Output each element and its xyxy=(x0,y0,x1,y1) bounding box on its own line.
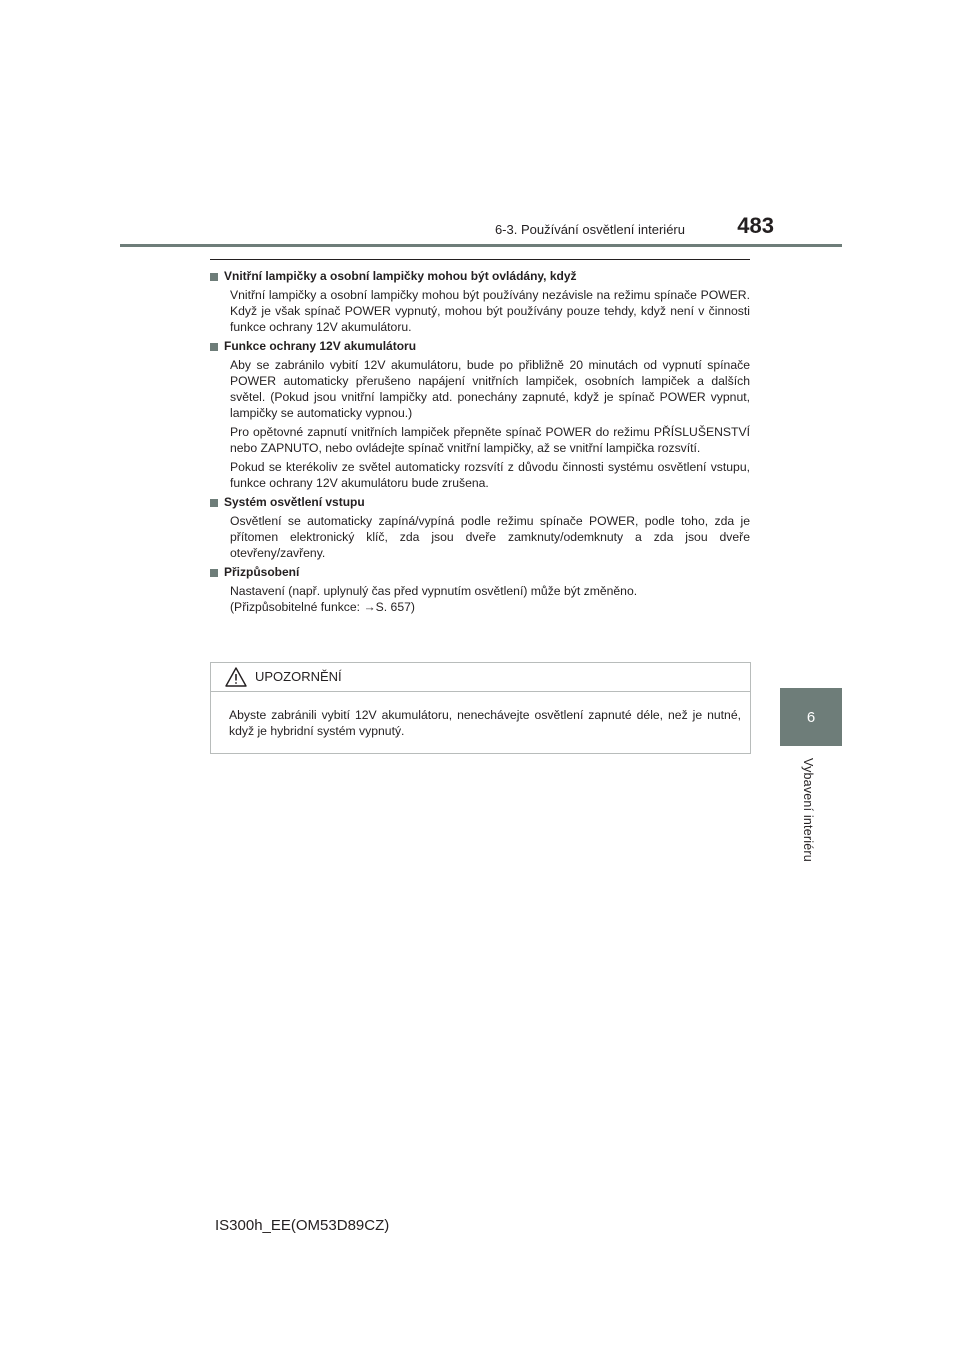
section-heading-text: Systém osvětlení vstupu xyxy=(224,495,365,509)
square-bullet-icon xyxy=(210,343,218,351)
warning-text: Abyste zabránili vybití 12V akumulátoru, nenechávejte osvětlení zapnuté déle, než je nutné, když je hybridní systém vypnutý. xyxy=(229,708,741,738)
section-paragraph: (Přizpůsobitelné funkce: →S. 657) xyxy=(230,600,415,614)
chapter-side-title: Vybavení interiéru xyxy=(801,758,815,862)
warning-box xyxy=(210,662,751,754)
warning-triangle-icon xyxy=(225,667,247,687)
warning-title: UPOZORNĚNÍ xyxy=(255,669,342,684)
section-paragraph: Pro opětovné zapnutí vnitřních lampiček přepněte spínač POWER do režimu PŘÍSLUŠENSTVÍ nebo ZAPNUTO, nebo ovládejte spínač vnitřní lampičky, až se vnitřní lampička rozsvítí. xyxy=(230,425,750,455)
section-heading-text: Vnitřní lampičky a osobní lampičky mohou být ovládány, když xyxy=(224,269,577,283)
section-paragraph: Vnitřní lampičky a osobní lampičky mohou být používány nezávisle na režimu spínače POWER. Když je však spínač POWER vypnutý, mohou být používány pouze tehdy, když není v činnosti funkce ochrany 12V akumulátoru. xyxy=(230,288,750,334)
section-paragraph: Pokud se kterékoliv ze světel automaticky rozsvítí z důvodu činnosti systému osvětlení vstupu, funkce ochrany 12V akumulátoru bude zrušena. xyxy=(230,460,750,490)
section-paragraph: Nastavení (např. uplynulý čas před vypnutím osvětlení) může být změněno. xyxy=(230,584,638,598)
section-item xyxy=(210,268,750,335)
section-item xyxy=(210,564,750,615)
content xyxy=(210,268,750,618)
chapter-tab xyxy=(780,688,842,746)
page-number: 483 xyxy=(737,213,774,238)
section-heading xyxy=(210,268,750,285)
chapter-number: 6 xyxy=(806,708,816,726)
header-rule xyxy=(120,244,842,247)
square-bullet-icon xyxy=(210,569,218,577)
header-section-title: 6-3. Používání osvětlení interiéru xyxy=(494,222,685,237)
section-paragraph: Aby se zabránilo vybití 12V akumulátoru, bude po přibližně 20 minutách od vypnutí spínače POWER automaticky přerušeno napájení vnitřních lampiček, osobních lampiček a dalších světel. (Pokud jsou vnitřní lampičky atd. ponechány zapnuté, když je spínač POWER vypnut, lampičky se automaticky vypnou.) xyxy=(230,358,750,420)
section-heading xyxy=(210,494,750,511)
footer-model-code: IS300h_EE(OM53D89CZ) xyxy=(215,1217,390,1234)
section-paragraph: Osvětlení se automaticky zapíná/vypíná podle režimu spínače POWER, podle toho, zda je přítomen elektronický klíč, zda jsou dveře zamknuty/odemknuty a zda jsou dveře otevřeny/zavřeny. xyxy=(230,514,750,560)
warning-header xyxy=(211,663,750,692)
section-heading-text: Funkce ochrany 12V akumulátoru xyxy=(224,339,417,353)
section-heading xyxy=(210,564,750,581)
square-bullet-icon xyxy=(210,273,218,281)
square-bullet-icon xyxy=(210,499,218,507)
section-item xyxy=(210,494,750,561)
section-heading-text: Přizpůsobení xyxy=(224,565,300,579)
section-heading xyxy=(210,338,750,355)
section-item xyxy=(210,338,750,491)
content-top-rule xyxy=(210,259,750,260)
